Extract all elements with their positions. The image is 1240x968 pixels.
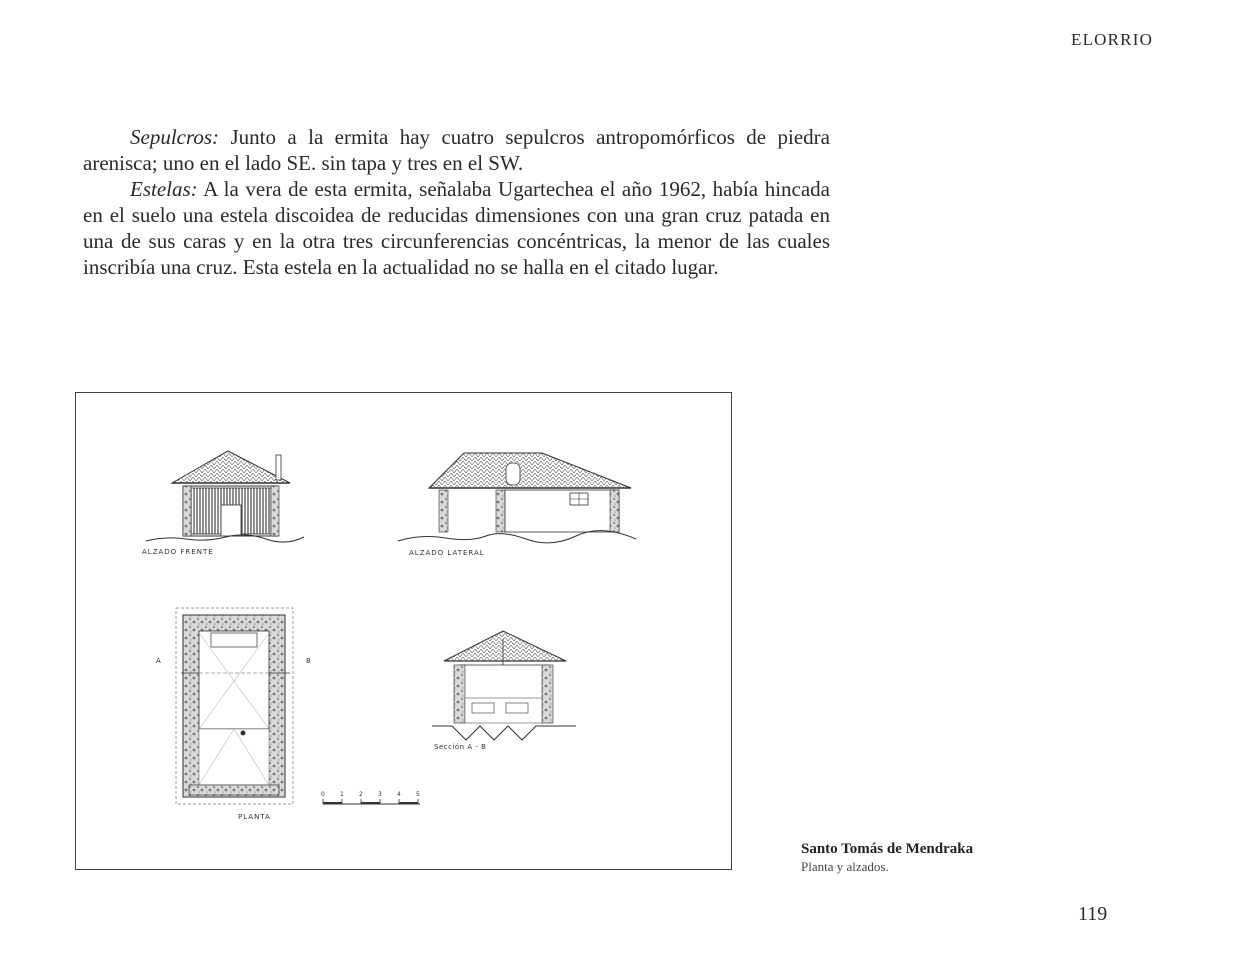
caption-subtitle: Planta y alzados. [801,859,889,874]
architectural-drawing [76,393,733,871]
scale-tick-2: 2 [359,791,364,798]
page-number: 119 [1078,903,1108,925]
scale-bar [323,799,420,804]
scale-tick-3: 3 [378,791,383,798]
scale-tick-4: 4 [397,791,402,798]
figure-caption [801,841,973,875]
paragraph-estelas-body: A la vera de esta ermita, señalaba Ugartechea el año 1962, había hincada en el suelo una estela discoidea de reducidas dimensiones con una gran cruz patada en una de sus caras y en la otra tres circunferencias concéntricas, la menor de las cuales inscribía una cruz. Esta estela en la actualidad no se halla en el citado lugar. [83,177,830,279]
floor-plan [176,608,293,804]
scale-tick-1: 1 [340,791,345,798]
scale-tick-0: 0 [321,791,326,798]
scale-tick-5: 5 [416,791,421,798]
section-drawing [432,631,576,740]
label-side-elevation: ALZADO LATERAL [409,549,485,557]
label-front-elevation: ALZADO FRENTE [142,548,214,556]
paragraph-sepulcros-body: Junto a la ermita hay cuatro sepulcros antropomórficos de piedra arenisca; uno en el lado SE. sin tapa y tres en el SW. [83,125,830,175]
label-section-a: A [156,657,162,665]
label-section-b: B [306,657,312,665]
caption-title: Santo Tomás de Mendraka [801,841,974,857]
side-elevation [398,453,636,543]
front-elevation [146,451,304,542]
label-section: Sección A - B [434,743,487,751]
paragraph-estelas [83,176,830,280]
body-text [83,124,830,280]
paragraph-sepulcros [83,124,830,176]
running-head: ELORRIO [1071,30,1154,49]
term-estelas: Estelas: [130,177,198,201]
figure-frame [75,392,732,870]
term-sepulcros: Sepulcros: [130,125,220,149]
label-plan: PLANTA [238,813,271,821]
